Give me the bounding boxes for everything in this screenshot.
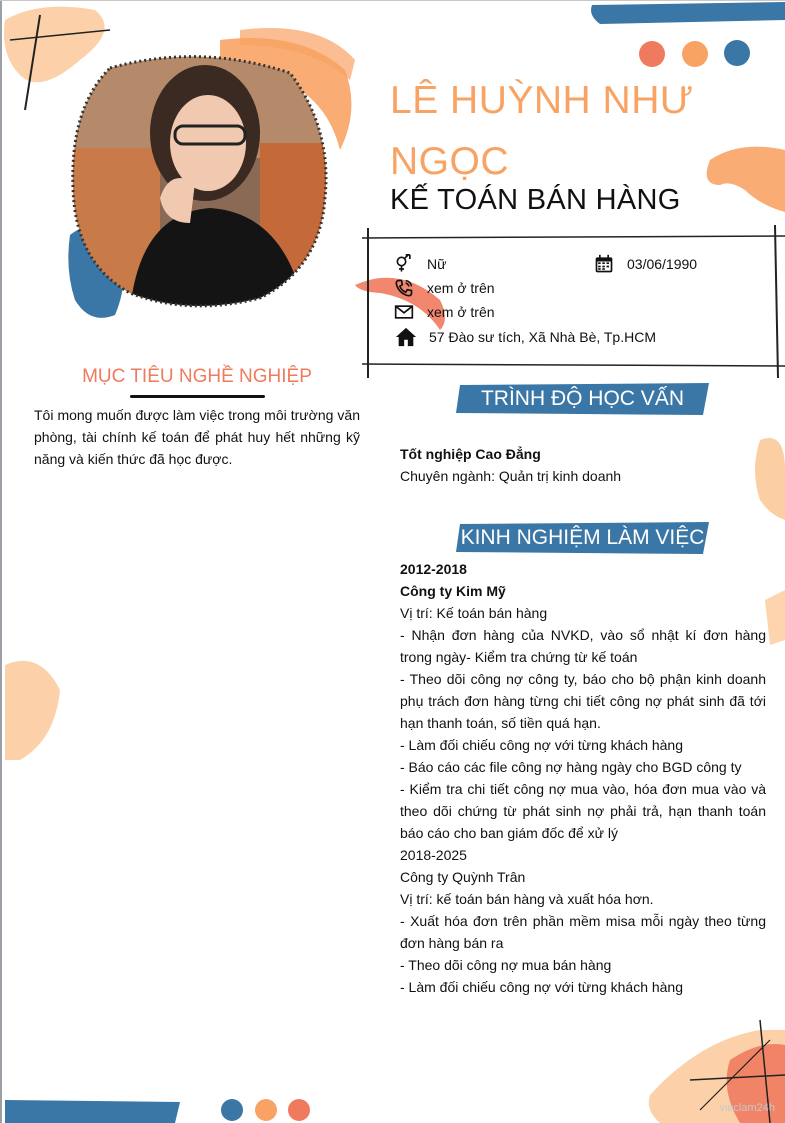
contact-birthdate xyxy=(594,254,697,274)
job-company: Công ty Quỳnh Trân xyxy=(400,869,526,885)
job-duty: - Báo cáo các file công nợ hàng ngày cho BGD công ty xyxy=(400,759,742,775)
gender-value: Nữ xyxy=(427,256,447,272)
phone-value: xem ở trên xyxy=(427,280,495,296)
job-duty: - Nhận đơn hàng của NVKD, vào sổ nhật kí đơn hàng trong ngày- Kiểm tra chứng từ kế toán xyxy=(400,627,766,665)
contact-phone xyxy=(394,278,495,298)
home-icon xyxy=(394,326,418,348)
job-position: Vị trí: kế toán bán hàng và xuất hóa hơn. xyxy=(400,891,654,907)
education-block xyxy=(400,443,766,487)
job-position: Vị trí: Kế toán bán hàng xyxy=(400,605,548,621)
calendar-icon xyxy=(594,254,614,274)
address-value: 57 Đào sư tích, Xã Nhà Bè, Tp.HCM xyxy=(429,329,656,345)
job-company: Công ty Kim Mỹ xyxy=(400,583,506,599)
birthdate-value: 03/06/1990 xyxy=(627,256,698,272)
contact-address xyxy=(394,326,656,348)
phone-icon xyxy=(394,278,414,298)
job-period: 2018-2025 xyxy=(400,847,467,863)
objective-text: Tôi mong muốn được làm việc trong môi trường văn phòng, tài chính kế toán để phát huy hết những kỹ năng và kiến thức đã học được. xyxy=(34,407,360,467)
education-major: Chuyên ngành: Quản trị kinh doanh xyxy=(400,468,622,484)
job-duty: - Theo dõi công nợ công ty, báo cho bộ phận kinh doanh phụ trách đơn hàng từng chi tiết công nợ phát sinh đã tới hạn thanh toán, số tiền quá hạn. xyxy=(400,671,766,731)
job-duty: - Làm đối chiếu công nợ với từng khách hàng xyxy=(400,737,684,753)
email-value: xem ở trên xyxy=(427,304,495,320)
candidate-name: LÊ HUỲNH NHƯ NGỌC xyxy=(390,79,694,183)
envelope-icon xyxy=(394,302,414,322)
education-heading: TRÌNH ĐỘ HỌC VẤN xyxy=(456,383,709,415)
job-duty: - Làm đối chiếu công nợ với từng khách hàng xyxy=(400,979,684,995)
profile-photo xyxy=(70,48,332,310)
job-title: KẾ TOÁN BÁN HÀNG xyxy=(390,184,681,216)
job-duty: - Kiểm tra chi tiết công nợ mua vào, hóa đơn mua vào và theo dõi chứng từ phát sinh nợ phải trả, hạn thanh toán báo cáo cho ban giám đốc để xử lý xyxy=(400,781,766,841)
education-degree: Tốt nghiệp Cao Đẳng xyxy=(400,446,541,462)
job-period: 2012-2018 xyxy=(400,561,467,577)
job-duty: - Xuất hóa đơn trên phần mềm misa mỗi ngày theo từng đơn hàng bán ra xyxy=(400,913,766,951)
contact-gender xyxy=(394,254,446,274)
objective-underline xyxy=(130,395,265,398)
experience-block xyxy=(400,558,766,998)
watermark: vieclam24h xyxy=(719,1102,775,1114)
gender-icon xyxy=(394,254,414,274)
job-duty: - Theo dõi công nợ mua bán hàng xyxy=(400,957,612,973)
experience-heading: KINH NGHIỆM LÀM VIỆC xyxy=(456,522,709,554)
objective-heading: MỤC TIÊU NGHỀ NGHIỆP xyxy=(82,366,312,387)
contact-email xyxy=(394,302,495,322)
